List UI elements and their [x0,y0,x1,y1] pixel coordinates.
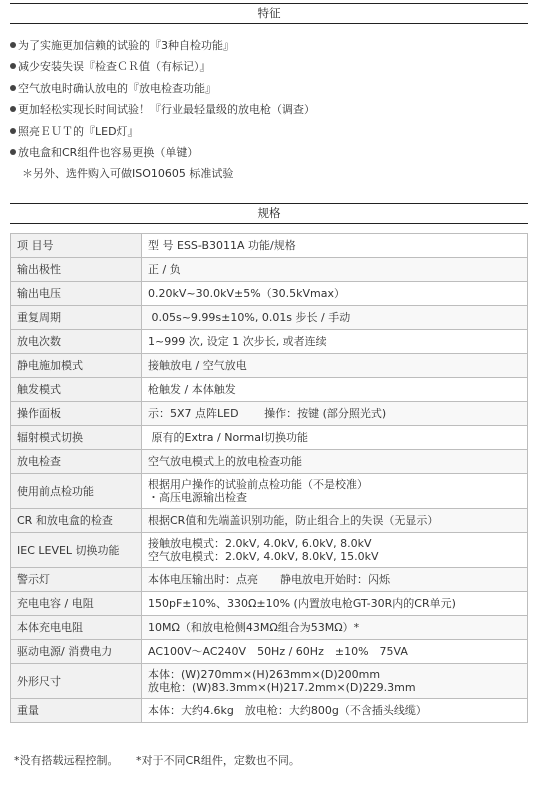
feature-item [10,56,528,77]
spec-key: 放电次数 [11,330,142,354]
spec-key: 充电电容 / 电阻 [11,592,142,616]
spec-value-line: 1~999 次, 设定 1 次步长, 或者连续 [148,335,327,348]
spec-value-line: 放电枪：(W)83.3mm×(H)217.2mm×(D)229.3mm [148,681,416,694]
spec-row [11,509,528,533]
bullet-icon [10,128,16,134]
spec-row [11,330,528,354]
spec-key: 操作面板 [11,402,142,426]
spec-key: 放电检查 [11,450,142,474]
bullet-icon [10,42,16,48]
spec-value [142,258,528,282]
bullet-icon [10,63,16,69]
spec-key: 项 目号 [11,234,142,258]
spec-table [10,233,528,723]
spec-value-line: 本体电压输出时：点亮 静电放电开始时：闪烁 [148,573,390,586]
spec-value [142,354,528,378]
spec-value-line: 根据CR值和先端盖识别功能，防止组合上的失误（无显示） [148,514,439,527]
spec-value-line: 原有的Extra / Normal切换功能 [148,431,309,444]
spec-row [11,378,528,402]
feature-item [10,121,528,142]
spec-heading: 规格 [10,203,528,224]
spec-value [142,282,528,306]
spec-key: CR 和放电盒的检查 [11,509,142,533]
spec-value [142,402,528,426]
spec-value [142,592,528,616]
footnotes [14,752,300,768]
spec-key: 外形尺寸 [11,664,142,699]
feature-text: 减少安装失误『检查ＣＲ值（有标记）』 [18,60,211,74]
spec-value-line: 型 号 ESS-B3011A 功能/规格 [148,239,296,252]
features-list [10,35,528,185]
spec-key: 静电施加模式 [11,354,142,378]
spec-value-line: 0.05s~9.99s±10%, 0.01s 步长 / 手动 [148,311,351,324]
spec-row [11,640,528,664]
spec-value-line: 10MΩ（和放电枪侧43MΩ组合为53MΩ）* [148,621,360,634]
spec-value [142,450,528,474]
feature-item [10,142,528,163]
spec-value-line: 空气放电模式上的放电检查功能 [148,455,302,468]
feature-text: 更加轻松实现长时间试验！『行业最轻量级的放电枪（调查） [18,103,315,117]
spec-value-line: 示：5X7 点阵LED 操作：按键 (部分照光式) [148,407,387,420]
spec-value [142,426,528,450]
spec-value-line: 本体：(W)270mm×(H)263mm×(D)200mm [148,668,381,681]
feature-text: 空气放电时确认放电的『放电检查功能』 [18,81,216,95]
spec-value [142,616,528,640]
spec-key: 重量 [11,699,142,723]
spec-value [142,509,528,533]
spec-value [142,306,528,330]
spec-value-line: 接触放电模式：2.0kV, 4.0kV, 6.0kV, 8.0kV [148,537,372,550]
spec-key: 辐射模式切换 [11,426,142,450]
bullet-icon [10,106,16,112]
spec-key: 本体充电电阻 [11,616,142,640]
spec-value [142,474,528,509]
spec-value-line: 本体：大约4.6kg 放电枪：大约800g（不含插头线缆） [148,704,427,717]
feature-text: 放电盒和CR组件也容易更换（单键） [18,145,199,159]
spec-row [11,664,528,699]
feature-item [10,99,528,120]
spec-key: 警示灯 [11,568,142,592]
spec-value-line: 根据用户操作的试验前点检功能（不是校准） [148,478,368,491]
spec-value [142,330,528,354]
spec-row [11,282,528,306]
features-heading: 特征 [10,3,528,24]
footnote-cr: *对于不同CR组件，定数也不同。 [136,754,300,767]
spec-value [142,234,528,258]
spec-value [142,640,528,664]
spec-row [11,699,528,723]
spec-row [11,474,528,509]
spec-key: IEC LEVEL 切换功能 [11,533,142,568]
spec-key: 重复周期 [11,306,142,330]
spec-value-line: ・高压电源输出检查 [148,491,247,504]
spec-value [142,533,528,568]
spec-key: 输出极性 [11,258,142,282]
spec-value-line: 枪触发 / 本体触发 [148,383,236,396]
spec-row [11,258,528,282]
spec-value [142,378,528,402]
feature-item [10,78,528,99]
bullet-icon [10,85,16,91]
spec-key: 输出电压 [11,282,142,306]
spec-row [11,616,528,640]
spec-value [142,568,528,592]
spec-row [11,568,528,592]
spec-key: 使用前点检功能 [11,474,142,509]
footnote-remote: *没有搭载远程控制。 [14,754,119,767]
spec-key: 触发模式 [11,378,142,402]
spec-row [11,426,528,450]
feature-text: 为了实施更加信赖的试验的『3种自检功能』 [18,39,234,52]
spec-row [11,533,528,568]
spec-value [142,699,528,723]
spec-value-line: 接触放电 / 空气放电 [148,359,247,372]
spec-row [11,592,528,616]
spec-value-line: 正 / 负 [148,263,181,276]
spec-row [11,234,528,258]
spec-row [11,402,528,426]
feature-item [10,35,528,56]
bullet-icon [10,149,16,155]
feature-text: 照亮ＥＵＴ的『LED灯』 [18,124,139,138]
spec-row [11,306,528,330]
spec-value-line: 150pF±10%、330Ω±10% (内置放电枪GT-30R内的CR单元) [148,597,456,610]
spec-value-line: AC100V～AC240V 50Hz / 60Hz ±10% 75VA [148,645,408,658]
spec-row [11,354,528,378]
spec-value-line: 空气放电模式：2.0kV, 4.0kV, 8.0kV, 15.0kV [148,550,379,563]
features-note: ＊另外、选件购入可做ISO10605 标准试验 [22,167,234,181]
spec-value [142,664,528,699]
spec-key: 驱动电源/ 消费电力 [11,640,142,664]
spec-row [11,450,528,474]
spec-value-line: 0.20kV~30.0kV±5%（30.5kVmax） [148,287,346,300]
